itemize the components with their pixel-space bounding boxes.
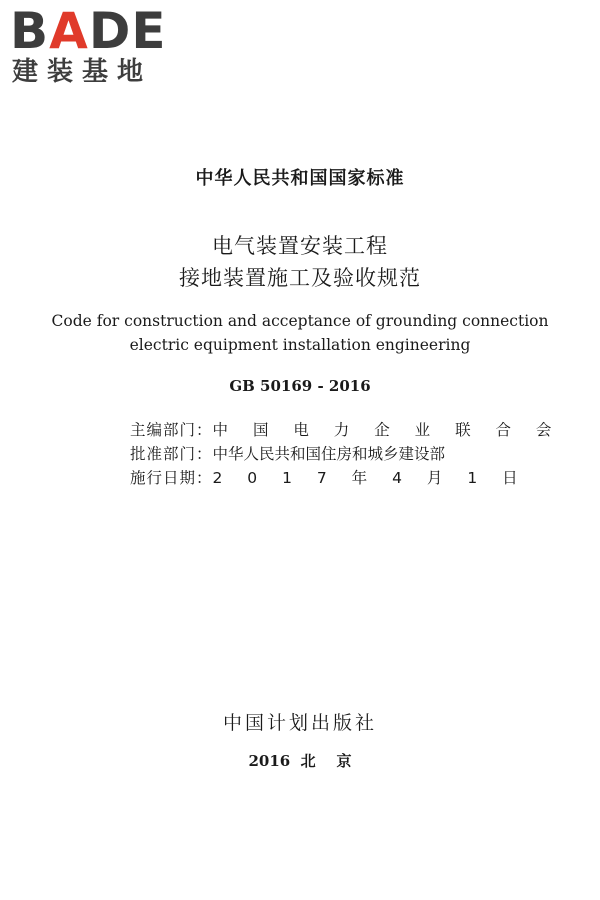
meta-label: 施行日期： [130, 469, 213, 487]
meta-effective-date [130, 466, 528, 488]
title-en-line2: electric equipment installation engineering [129, 336, 471, 354]
title-en-line1: Code for construction and acceptance of grounding connection [51, 312, 549, 330]
title-zh-line2: 接地装置施工及验收规范 [179, 266, 421, 290]
standard-series: 中华人民共和国国家标准 [195, 168, 405, 189]
meta-label: 批准部门： [130, 445, 213, 463]
standard-code: GB 50169 - 2016 [229, 377, 371, 395]
meta-editor [130, 418, 561, 440]
title-zh-line1: 电气装置安装工程 [212, 234, 388, 258]
meta-label: 主编部门： [130, 421, 213, 439]
meta-value: 中 国 电 力 企 业 联 合 会 [212, 421, 562, 439]
publication-date: 2016 北 京 [248, 752, 352, 770]
publisher: 中国计划出版社 [222, 712, 377, 734]
meta-approver [130, 442, 445, 464]
meta-value: 2 0 1 7 年 4 月 1 日 [212, 469, 528, 487]
bade-logo [10, 4, 180, 94]
meta-value: 中华人民共和国住房和城乡建设部 [212, 445, 446, 463]
logo-subtitle: 建装基地 [12, 57, 153, 87]
logo-wordmark: BADE [10, 2, 167, 60]
